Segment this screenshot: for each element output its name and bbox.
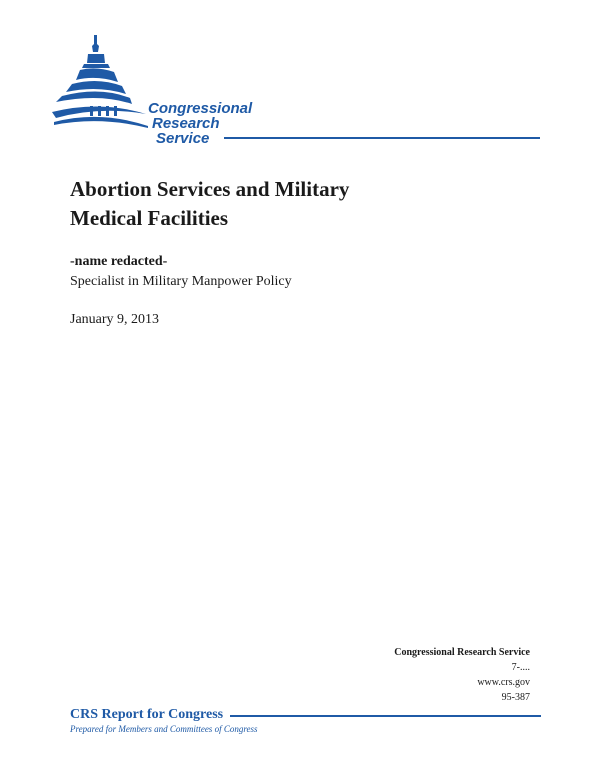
footer-divider [230,715,541,717]
title-line2: Medical Facilities [70,206,229,230]
logo-text [148,101,252,146]
report-date: January 9, 2013 [70,312,160,327]
document-title [70,175,490,233]
crs-logo [50,30,550,150]
author-name: -name redacted- [70,254,168,269]
author-role: Specialist in Military Manpower Policy [70,274,292,289]
logo-line3: Service [156,130,210,147]
logo-divider [224,137,540,139]
website-link[interactable]: www.crs.gov [477,677,530,688]
title-line1: Abortion Services and Military [70,177,350,201]
logo-line2: Research [152,115,220,132]
report-number: 7-.... [511,662,530,673]
footer-title: CRS Report for Congress [70,707,224,722]
footer-subtitle: Prepared for Members and Committees of Congress [70,724,258,734]
organization-name: Congressional Research Service [394,647,530,658]
capitol-dome-icon [50,30,160,145]
logo-line1: Congressional [148,100,253,117]
report-id: 95-387 [501,692,530,703]
report-info [394,645,530,705]
